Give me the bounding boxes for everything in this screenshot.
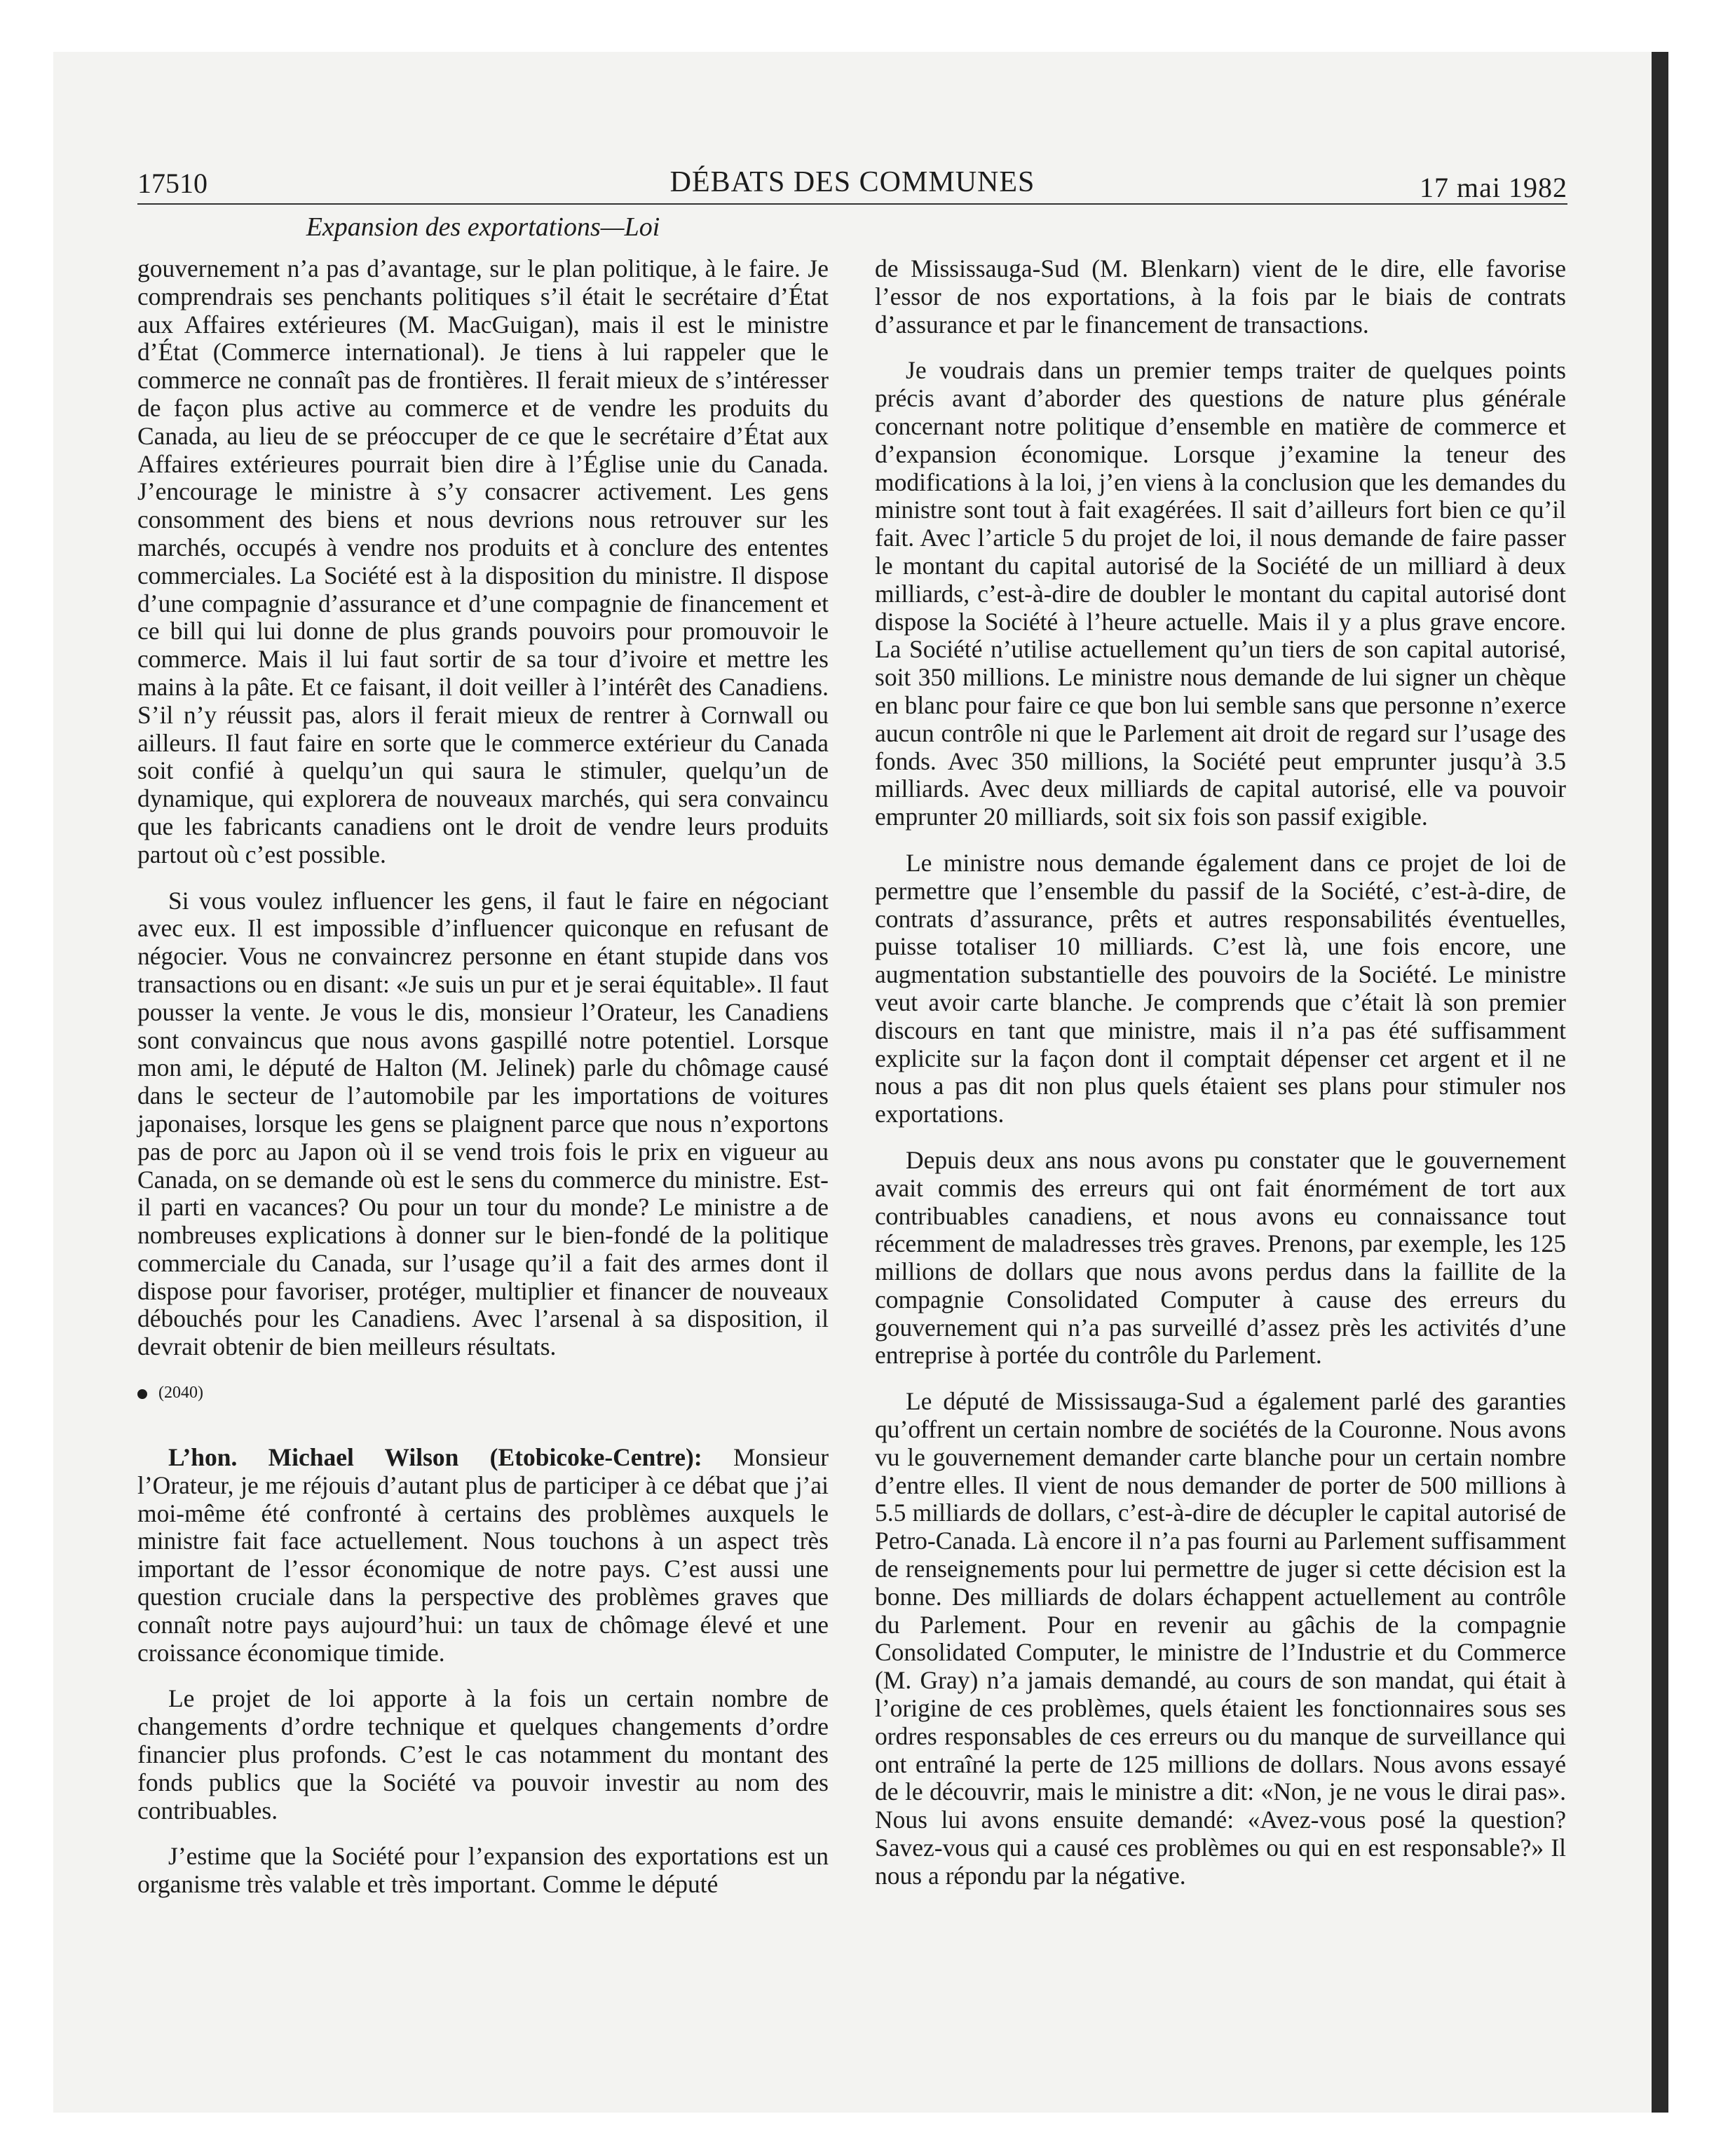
page-number: 17510 <box>137 168 207 199</box>
speech-text: Monsieur l’Orateur, je me réjouis d’autant plus de participer à ce débat que j’ai moi-même été confronté à certains des problèmes auxquels le ministre fait face actuellement. Nous touchons à un aspect très important de l’essor économique de notre pays. C’est aussi une question cruciale dans la perspective des problèmes graves que connaît notre pays aujourd’hui: un taux de chômage élevé et une croissance économique timide. <box>137 1443 829 1667</box>
page-header <box>137 160 1567 202</box>
running-head: Expansion des exportations—Loi <box>306 212 660 242</box>
paragraph: Le député de Mississauga-Sud a également parlé des garanties qu’offrent un certain nombre de sociétés de la Couronne. Nous avons vu le gouvernement demander carte blanche pour un certain nombre d’entre elles. Il vient de nous demander de porter de 500 millions à 5.5 milliards de dollars, c’est-à-dire de décupler le capital autorisé de Petro-Canada. Là encore il n’a pas fourni au Parlement suffisamment de renseignements pour lui permettre de juger si cette décision est la bonne. Des milliards de dolars échappent actuellement au contrôle du Parlement. Pour en revenir au gâchis de la compagnie Consolidated Computer, le ministre de l’Industrie et du Commerce (M. Gray) n’a jamais demandé, au cours de son mandat, qui était à l’origine de ces problèmes, quels étaient les fonctionnaires sous ses ordres responsables de ces erreurs ou du manque de surveillance qui ont entraîné la perte de 125 millions de dollars. Nous avons essayé de le découvrir, mais le ministre a dit: «Non, je ne vous le dirai pas». Nous lui avons ensuite demandé: «Avez-vous posé la question? Savez-vous qui a causé ces problèmes ou qui en est responsable?» Il nous a répondu par la négative. <box>875 1387 1566 1890</box>
scan-edge-shadow <box>1652 52 1668 2113</box>
right-column <box>875 255 1566 1909</box>
paragraph: J’estime que la Société pour l’expansion des exportations est un organisme très valable et très important. Comme le député <box>137 1842 829 1899</box>
paragraph: Si vous voulez influencer les gens, il faut le faire en négociant avec eux. Il est impossible d’influencer quiconque en refusant de négocier. Vous ne convaincrez personne en étant stupide dans vos transactions ou en disant: «Je suis un pur et je serai équitable». Il faut pousser la vente. Je vous le dis, monsieur l’Orateur, les Canadiens sont convaincus que nous avons gaspillé notre potentiel. Lorsque mon ami, le député de Halton (M. Jelinek) parle du chômage causé dans le secteur de l’automobile par les importations de voitures japonaises, lorsque les gens se plaignent parce que nous n’exportons pas de porc au Japon où il se vend trois fois le prix en vigueur au Canada, on se demande où est le sens du commerce du ministre. Est-il parti en vacances? Ou pour un tour du monde? Le ministre a de nombreuses explications à donner sur le bien-fondé de la politique commerciale du Canada, sur l’usage qu’il a fait des armes dont il dispose pour favoriser, protéger, multiplier et financer de nouveaux débouchés pour les Canadiens. Avec l’arsenal à sa disposition, il devrait obtenir de bien meilleurs résultats. <box>137 886 829 1361</box>
left-column <box>137 255 829 1917</box>
speech-paragraph <box>137 1444 829 1667</box>
paragraph: Le ministre nous demande également dans ce projet de loi de permettre que l’ensemble du passif de la Société, c’est-à-dire, de contrats d’assurance, prêts et autres responsabilités éventuelles, puisse totaliser 10 milliards. C’est là, une fois encore, une augmentation substantielle des pouvoirs de la Société. Le ministre veut avoir carte blanche. Je comprends que c’était là son premier discours en tant que ministre, mais il n’a pas été suffisamment explicite sur la façon dont il comptait dépenser cet argent et il ne nous a pas dit non plus quels étaient ses plans pour stimuler nos exportations. <box>875 848 1566 1128</box>
time-marker <box>137 1382 829 1403</box>
issue-date: 17 mai 1982 <box>1420 172 1567 203</box>
journal-title: DÉBATS DES COMMUNES <box>669 166 1035 198</box>
paragraph: Depuis deux ans nous avons pu constater que le gouvernement avait commis des erreurs qui ont fait énormément de tort aux contribuables canadiens, et nous avons eu connaissance tout récemment de maladresses très graves. Prenons, par exemple, les 125 millions de dollars que nous avons perdus dans la faillite de la compagnie Consolidated Computer à cause des erreurs du gouvernement qui n’a pas surveillé d’assez près les activités d’une entreprise à portée du contrôle du Parlement. <box>875 1145 1566 1370</box>
paragraph: de Mississauga-Sud (M. Blenkarn) vient de le dire, elle favorise l’essor de nos exportations, à la fois par le biais de contrats d’assurance et par le financement de transactions. <box>875 254 1566 339</box>
bullet-icon <box>137 1389 147 1399</box>
paragraph: Je voudrais dans un premier temps traiter de quelques points précis avant d’aborder des questions de nature plus générale concernant notre politique d’ensemble en matière de commerce et d’expansion économique. Lorsque j’examine la teneur des modifications à la loi, j’en viens à la conclusion que les demandes du ministre sont tout à fait exagérées. Il sait d’ailleurs fort bien ce qu’il fait. Avec l’article 5 du projet de loi, il nous demande de faire passer le montant du capital autorisé de la Société de un milliard à deux milliards, c’est-à-dire de doubler le montant du capital autorisé dont dispose la Société à l’heure actuelle. Mais il y a plus grave encore. La Société n’utilise actuellement qu’un tiers de son capital autorisé, soit 350 millions. Le ministre nous demande de lui signer un chèque en blanc pour faire ce que bon lui semble sans que personne n’exerce aucun contrôle ni que le Parlement ait droit de regard sur l’usage des fonds. Avec 350 millions, la Société peut emprunter jusqu’à 3.5 milliards. Avec deux milliards de capital autorisé, elle va pouvoir emprunter 20 milliards, soit six fois son passif exigible. <box>875 356 1566 831</box>
paragraph: Le projet de loi apporte à la fois un certain nombre de changements d’ordre technique et quelques changements d’ordre financier plus profonds. C’est le cas notamment du montant des fonds publics que la Société va pouvoir investir au nom des contribuables. <box>137 1684 829 1824</box>
speaker-name: L’hon. Michael Wilson (Etobicoke-Centre): <box>168 1443 702 1472</box>
time-marker-text: (2040) <box>158 1384 203 1403</box>
header-rule <box>137 203 1567 205</box>
paragraph: gouvernement n’a pas d’avantage, sur le plan politique, à le faire. Je comprendrais ses penchants politiques s’il était le secrétaire d’État aux Affaires extérieures (M. MacGuigan), mais il est le ministre d’État (Commerce international). Je tiens à lui rappeler que le commerce ne connaît pas de frontières. Il ferait mieux de s’intéresser de façon plus active au commerce et de vendre les produits du Canada, au lieu de se préoccuper de ce que le secrétaire d’État aux Affaires extérieures pourrait bien dire à l’Église unie du Canada. J’encourage le ministre à s’y consacrer activement. Les gens consomment des biens et nous devrions nous retrouver sur les marchés, occupés à vendre nos produits et à conclure des ententes commerciales. La Société est à la disposition du ministre. Il dispose d’une compagnie d’assurance et d’une compagnie de financement et ce bill qui lui donne de plus grands pouvoirs pour promouvoir le commerce. Mais il lui faut sortir de sa tour d’ivoire et mettre les mains à la pâte. Et ce faisant, il doit veiller à l’intérêt des Canadiens. S’il n’y réussit pas, alors il ferait mieux de rentrer à Cornwall ou ailleurs. Il faut faire en sorte que le commerce extérieur du Canada soit confié à quelqu’un qui saura le stimuler, quelqu’un de dynamique, qui explorera de nouveaux marchés, qui sera convaincu que les fabricants canadiens ont le droit de vendre leurs produits partout où c’est possible. <box>137 254 829 868</box>
